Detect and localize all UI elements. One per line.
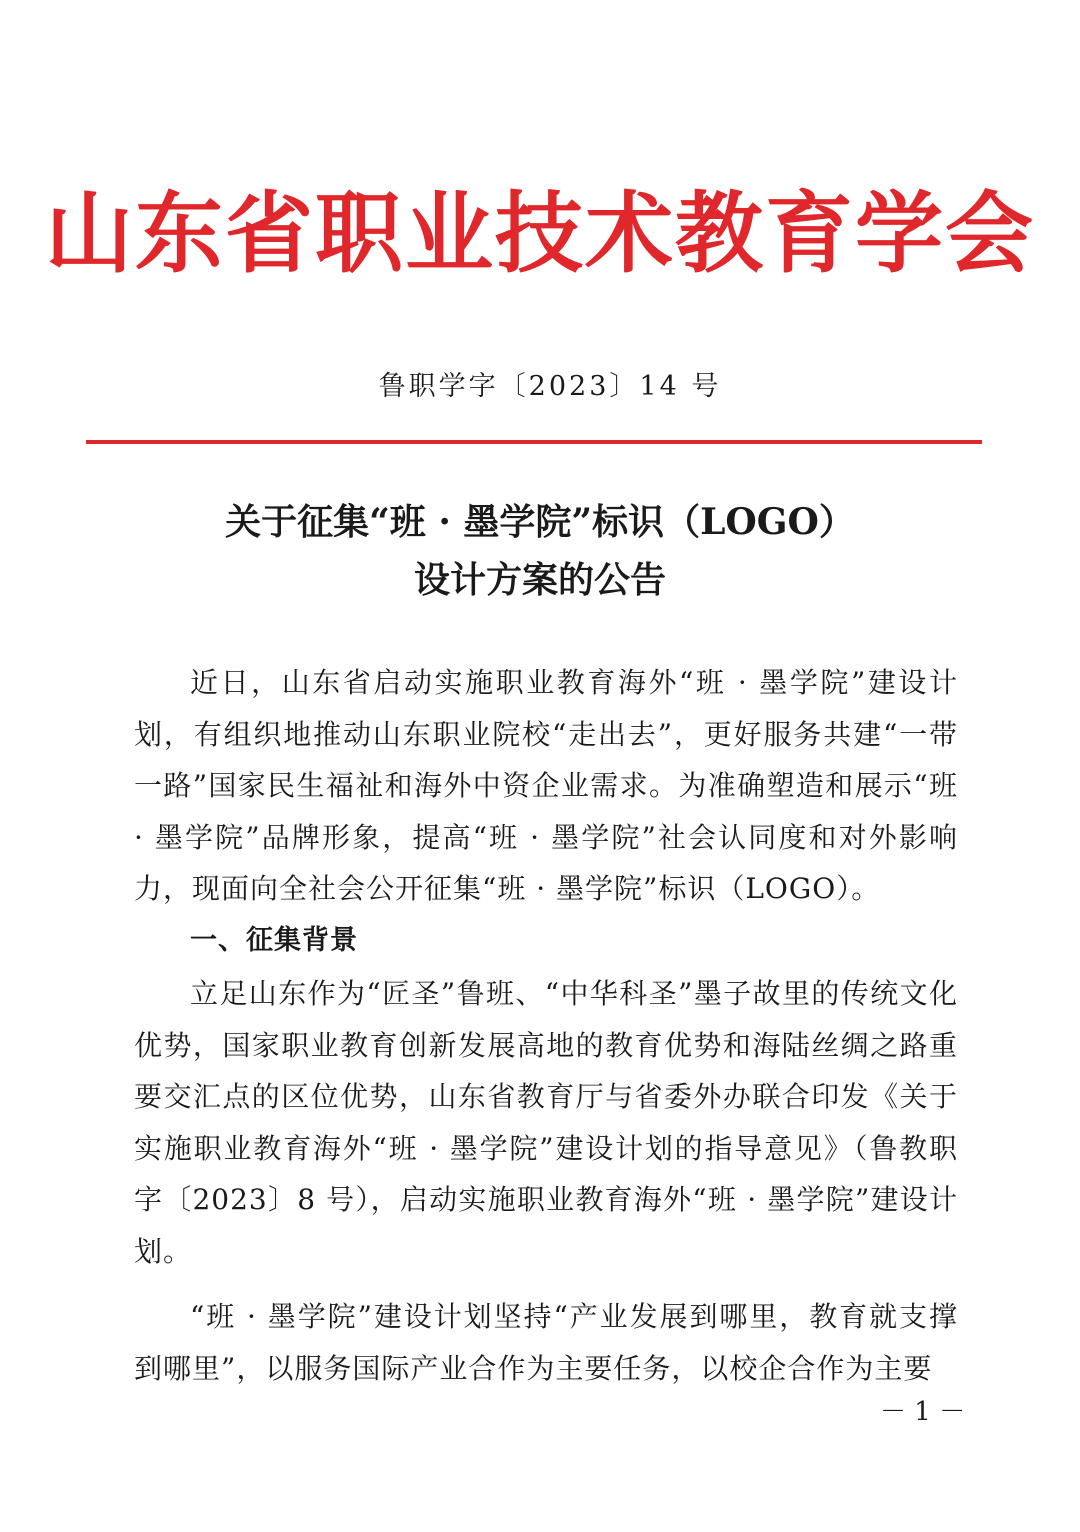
notice-title-line-1: 关于征集“班 · 墨学院”标识（LOGO） — [225, 501, 855, 543]
notice-title — [0, 493, 1080, 609]
organization-header-title: 山东省职业技术教育学会 — [44, 181, 1035, 285]
red-divider-line — [86, 440, 982, 444]
body-paragraph-1: 近日，山东省启动实施职业教育海外“班 · 墨学院”建设计划，有组织地推动山东职业院校“走出去”，更好服务共建“一带一路”国家民生福祉和海外中资企业需求。为准确塑造和展示“班 · 墨学院”品牌形象，提高“班 · 墨学院”社会认同度和对外影响力，现面向全社会公开征集“班 · 墨学院”标识（LOGO）。 — [134, 666, 958, 905]
body-paragraph-3: “班 · 墨学院”建设计划坚持“产业发展到哪里，教育就支撑到哪里”，以服务国际产业合作为主要任务，以校企合作为主要 — [134, 1300, 958, 1385]
notice-body — [134, 657, 958, 1394]
document-number: 鲁职学字〔2023〕14 号 — [378, 371, 722, 402]
body-paragraph-2: 立足山东作为“匠圣”鲁班、“中华科圣”墨子故里的传统文化优势，国家职业教育创新发展高地的教育优势和海陆丝绸之路重要交汇点的区位优势，山东省教育厅与省委外办联合印发《关于实施职业教育海外“班 · 墨学院”建设计划的指导意见》（鲁教职字〔2023〕8 号），启动实施职业教育海外“班 · 墨学院”建设计划。 — [134, 977, 958, 1268]
notice-title-line-2: 设计方案的公告 — [413, 559, 666, 601]
section-heading-background: 一、征集背景 — [190, 924, 358, 956]
page-number: － 1 － — [880, 1397, 966, 1427]
